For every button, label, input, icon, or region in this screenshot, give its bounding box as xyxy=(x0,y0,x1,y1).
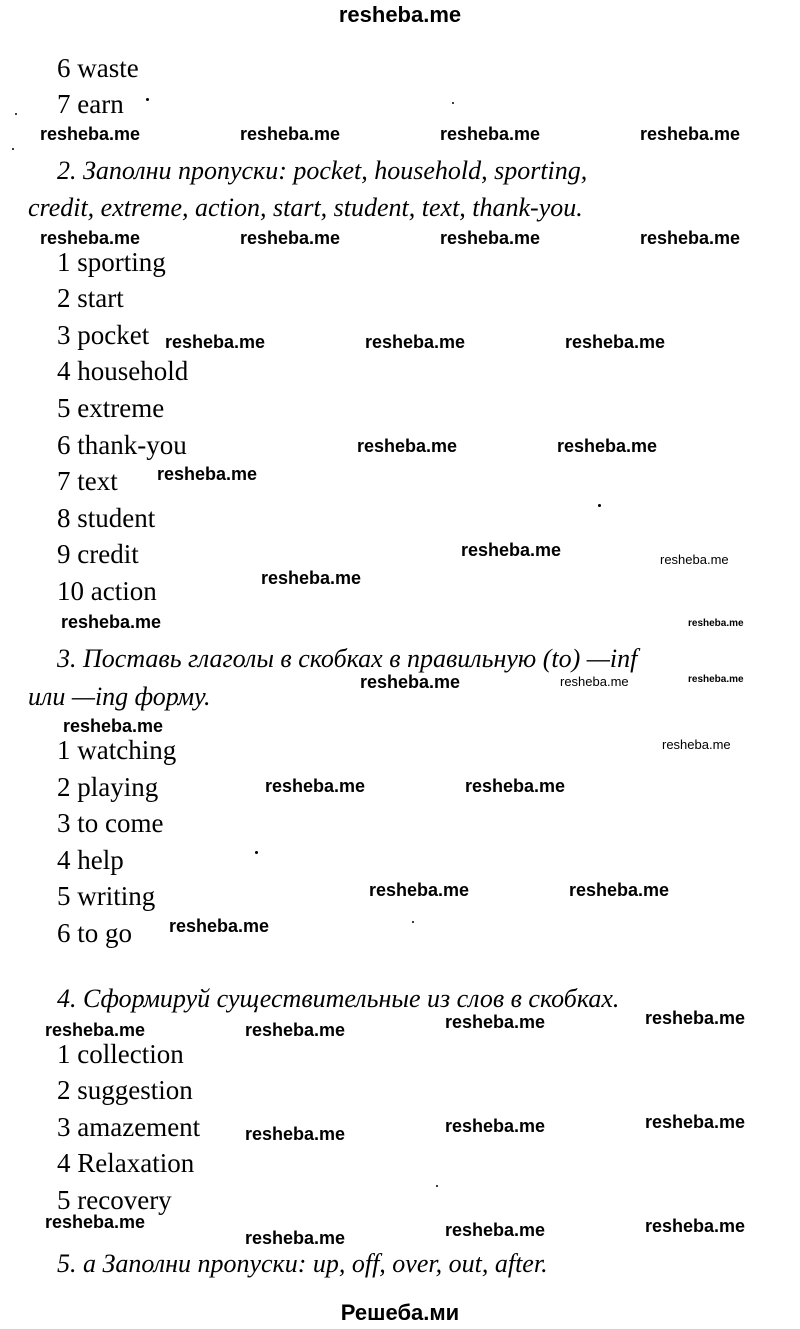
task2-prompt-line2: credit, extreme, action, start, student, text, thank-you. xyxy=(28,193,583,222)
answer-item: 4 Relaxation xyxy=(57,1148,195,1178)
watermark: resheba.me xyxy=(640,124,741,144)
answer-item: 4 help xyxy=(57,845,124,875)
watermark: resheba.me xyxy=(565,332,666,352)
speck xyxy=(598,504,601,507)
answer-item: 1 sporting xyxy=(57,247,166,277)
watermark: resheba.me xyxy=(440,124,541,144)
watermark: resheba.me xyxy=(360,672,461,692)
watermark: resheba.me xyxy=(245,1124,346,1144)
watermark: resheba.me xyxy=(645,1112,746,1132)
answer-item: 1 collection xyxy=(57,1039,184,1069)
answer-item: 6 waste xyxy=(57,53,139,83)
answer-item: 6 to go xyxy=(57,918,133,948)
answer-item: 7 text xyxy=(57,466,118,496)
watermark: resheba.me xyxy=(440,228,541,248)
answer-item: 8 student xyxy=(57,503,156,533)
answer-item: 1 watching xyxy=(57,735,177,765)
watermark: resheba.me xyxy=(445,1116,546,1136)
watermark: resheba.me xyxy=(445,1220,546,1240)
answer-item: 5 writing xyxy=(57,881,156,911)
watermark: resheba.me xyxy=(45,1020,146,1040)
watermark: resheba.me xyxy=(45,1212,146,1232)
watermark: resheba.me xyxy=(688,618,744,629)
watermark: resheba.me xyxy=(640,228,741,248)
answer-item: 3 amazement xyxy=(57,1112,201,1142)
answer-item: 5 recovery xyxy=(57,1185,172,1215)
answer-item: 3 pocket xyxy=(57,320,150,350)
watermark: resheba.me xyxy=(465,776,566,796)
answer-item: 5 extreme xyxy=(57,393,165,423)
answer-item: 4 household xyxy=(57,356,189,386)
watermark: resheba.me xyxy=(662,737,731,752)
answer-item: 7 earn xyxy=(57,89,124,119)
watermark: resheba.me xyxy=(357,436,458,456)
watermark: resheba.me xyxy=(369,880,470,900)
watermark: resheba.me xyxy=(557,436,658,456)
speck xyxy=(146,98,149,101)
speck xyxy=(12,148,14,150)
watermark: resheba.me xyxy=(245,1020,346,1040)
watermark: resheba.me xyxy=(240,124,341,144)
watermark: resheba.me xyxy=(461,540,562,560)
task3-prompt-line1: 3. Поставь глаголы в скобках в правильную (to) —inf xyxy=(57,644,638,673)
task3-prompt-line2: или —ing форму. xyxy=(28,682,211,711)
watermark: resheba.me xyxy=(157,464,258,484)
watermark: resheba.me xyxy=(63,716,164,736)
watermark: resheba.me xyxy=(660,552,729,567)
answer-item: 2 suggestion xyxy=(57,1075,193,1105)
answer-item: 6 thank-you xyxy=(57,430,187,460)
task5-prompt-line1: 5. а Заполни пропуски: up, off, over, out, after. xyxy=(57,1249,548,1278)
speck xyxy=(436,1185,438,1187)
watermark: resheba.me xyxy=(365,332,466,352)
watermark: resheba.me xyxy=(261,568,362,588)
answer-item: 9 credit xyxy=(57,539,139,569)
watermark: resheba.me xyxy=(165,332,266,352)
watermark: resheba.me xyxy=(688,674,744,685)
speck xyxy=(412,921,414,923)
watermark: resheba.me xyxy=(245,1228,346,1248)
speck xyxy=(15,113,17,115)
answer-item: 2 playing xyxy=(57,772,159,802)
speck xyxy=(255,851,258,854)
watermark: resheba.me xyxy=(61,612,162,632)
task2-prompt-line1: 2. Заполни пропуски: pocket, household, sporting, xyxy=(57,156,588,185)
watermark: resheba.me xyxy=(560,674,629,689)
site-footer[interactable]: Решеба.ми xyxy=(340,1300,460,1325)
watermark: resheba.me xyxy=(265,776,366,796)
watermark: resheba.me xyxy=(240,228,341,248)
watermark: resheba.me xyxy=(40,124,141,144)
watermark: resheba.me xyxy=(169,916,270,936)
answer-item: 3 to come xyxy=(57,808,164,838)
task4-prompt-line1: 4. Сформируй существительные из слов в скобках. xyxy=(57,984,620,1013)
watermark: resheba.me xyxy=(645,1216,746,1236)
watermark: resheba.me xyxy=(40,228,141,248)
speck xyxy=(452,102,454,104)
watermark: resheba.me xyxy=(445,1012,546,1032)
watermark: resheba.me xyxy=(645,1008,746,1028)
answer-item: 10 action xyxy=(57,576,157,606)
site-header[interactable]: resheba.me xyxy=(338,2,462,27)
watermark: resheba.me xyxy=(569,880,670,900)
answer-item: 2 start xyxy=(57,283,124,313)
